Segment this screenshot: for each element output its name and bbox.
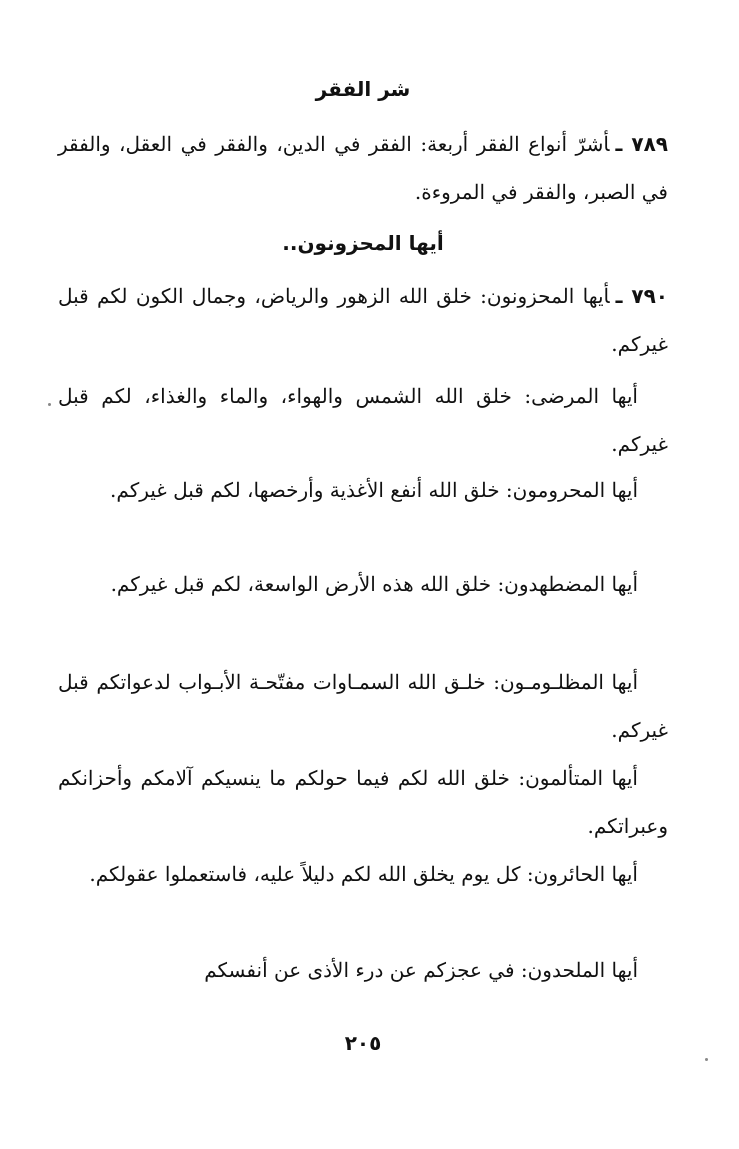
section-heading-grieving: أيها المحزونون.. — [282, 231, 444, 255]
book-page — [58, 0, 668, 1149]
section-heading-poverty: شر الفقر — [315, 77, 411, 101]
scan-speck — [48, 403, 51, 406]
paragraph: أيها الحائرون: كل يوم يخلق الله لكم دليلاً عليه، فاستعملوا عقولكم. — [89, 862, 638, 886]
entry-text: أشرّ أنواع الفقر أربعة: الفقر في الدين، والفقر في العقل، والفقر في الصبر، والفقر في المروءة. — [58, 132, 668, 204]
paragraph: أيها المضطهدون: خلق الله هذه الأرض الواسعة، لكم قبل غيركم. — [110, 572, 638, 596]
entry-789 — [58, 120, 668, 216]
scan-speck — [705, 1058, 708, 1061]
page-number: ٢٠٥ — [344, 1031, 382, 1055]
entry-790 — [58, 272, 668, 368]
entry-number: ٧٨٩ ـ — [615, 132, 668, 156]
paragraph: أيها المرضى: خلق الله الشمس والهواء، والماء والغذاء، لكم قبل غيركم. — [58, 384, 668, 456]
paragraph: أيها الملحدون: في عجزكم عن درء الأذى عن أنفسكم — [204, 958, 638, 982]
paragraph: أيها المظلـومـون: خلـق الله السمـاوات مفتّحـة الأبـواب لدعواتكم قبل غيركم. — [58, 670, 668, 742]
paragraph: أيها المتألمون: خلق الله لكم فيما حولكم ما ينسيكم آلامكم وأحزانكم وعبراتكم. — [58, 766, 668, 838]
entry-text: أيها المحزونون: خلق الله الزهور والرياض، وجمال الكون لكم قبل غيركم. — [58, 284, 668, 356]
paragraph: أيها المحرومون: خلق الله أنفع الأغذية وأرخصها، لكم قبل غيركم. — [110, 478, 638, 502]
entry-number: ٧٩٠ ـ — [615, 284, 668, 308]
